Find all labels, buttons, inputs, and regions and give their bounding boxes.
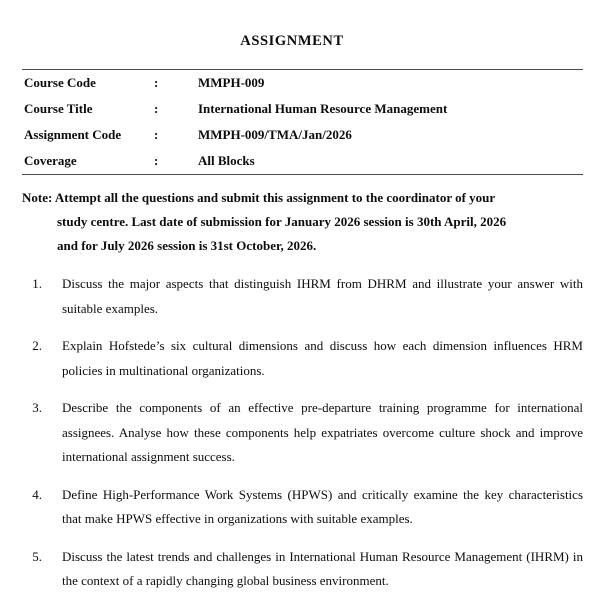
meta-label-assignment-code: Assignment Code — [24, 127, 122, 142]
list-item — [22, 545, 583, 594]
meta-value-course-code: MMPH-009 — [198, 75, 265, 90]
table-row — [22, 148, 583, 175]
table-row — [22, 96, 583, 122]
page-title: ASSIGNMENT — [240, 33, 344, 49]
note-line-1: Note: Attempt all the questions and submit this assignment to the coordinator of your — [22, 190, 496, 205]
meta-label-coverage: Coverage — [24, 153, 77, 168]
meta-label-course-code: Course Code — [24, 75, 96, 90]
list-item — [22, 483, 583, 532]
questions-list — [22, 272, 583, 594]
question-number: 1. — [32, 276, 42, 291]
submission-note — [22, 186, 583, 258]
note-line-2: study centre. Last date of submission for January 2026 session is 30th April, 2026 — [57, 214, 507, 229]
table-row — [22, 70, 583, 97]
table-row — [22, 122, 583, 148]
meta-value-assignment-code: MMPH-009/TMA/Jan/2026 — [198, 127, 352, 142]
question-number: 2. — [32, 338, 42, 353]
course-meta-table — [22, 69, 583, 175]
list-item — [22, 272, 583, 321]
question-number: 5. — [32, 548, 42, 564]
list-item — [22, 396, 583, 470]
meta-colon: : — [154, 153, 159, 168]
meta-colon: : — [154, 101, 159, 116]
question-text: Discuss the latest trends and challenges in International Human Resource Management (IHRM) in the context of a rapidly changing global business environment. — [62, 548, 583, 588]
question-text: Define High-Performance Work Systems (HPWS) and critically examine the key characteristics that make HPWS effective in organizations with suitable examples. — [62, 486, 583, 526]
question-text: Describe the components of an effective pre-departure training programme for international assignees. Analyse how these components help expatriates overcome culture shock and improve international assignment success. — [62, 400, 583, 464]
question-text: Explain Hofstede’s six cultural dimensions and discuss how each dimension influences HRM policies in multinational organizations. — [62, 338, 583, 378]
meta-value-coverage: All Blocks — [198, 153, 255, 168]
meta-colon: : — [154, 75, 159, 90]
question-text: Discuss the major aspects that distinguish IHRM from DHRM and illustrate your answer with suitable examples. — [62, 276, 583, 316]
meta-value-course-title: International Human Resource Management — [198, 101, 448, 116]
list-item — [22, 334, 583, 383]
meta-colon: : — [154, 127, 159, 142]
meta-label-course-title: Course Title — [24, 101, 93, 116]
note-line-3: and for July 2026 session is 31st October, 2026. — [57, 238, 317, 253]
question-number: 4. — [32, 486, 42, 502]
question-number: 3. — [32, 400, 42, 415]
